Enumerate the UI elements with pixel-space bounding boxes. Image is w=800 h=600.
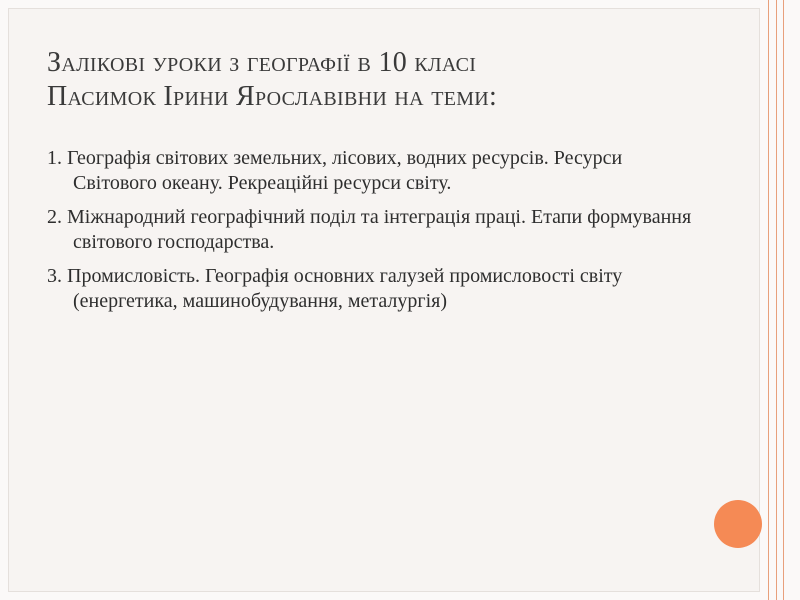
decorative-line	[783, 0, 784, 600]
list-item: 1. Географія світових земельних, лісових, водних ресурсів. Ресурси Світового океану. Рекреаційні ресурси світу.	[47, 147, 623, 194]
topic-list	[47, 146, 707, 323]
list-item: 2. Міжнародний географічний поділ та інтеграція праці. Етапи формування світового господарства.	[47, 206, 692, 253]
slide-title	[47, 46, 747, 114]
decorative-line	[768, 0, 769, 600]
title-line-1: Залікові уроки з географії в 10 класі	[47, 47, 477, 78]
decorative-line	[776, 0, 777, 600]
list-item: 3. Промисловість. Географія основних галузей промисловості світу (енергетика, машинобудування, металургія)	[47, 265, 623, 312]
decorative-circle	[714, 500, 762, 548]
title-line-2: Пасимок Ірини Ярославівни на теми:	[47, 81, 498, 112]
